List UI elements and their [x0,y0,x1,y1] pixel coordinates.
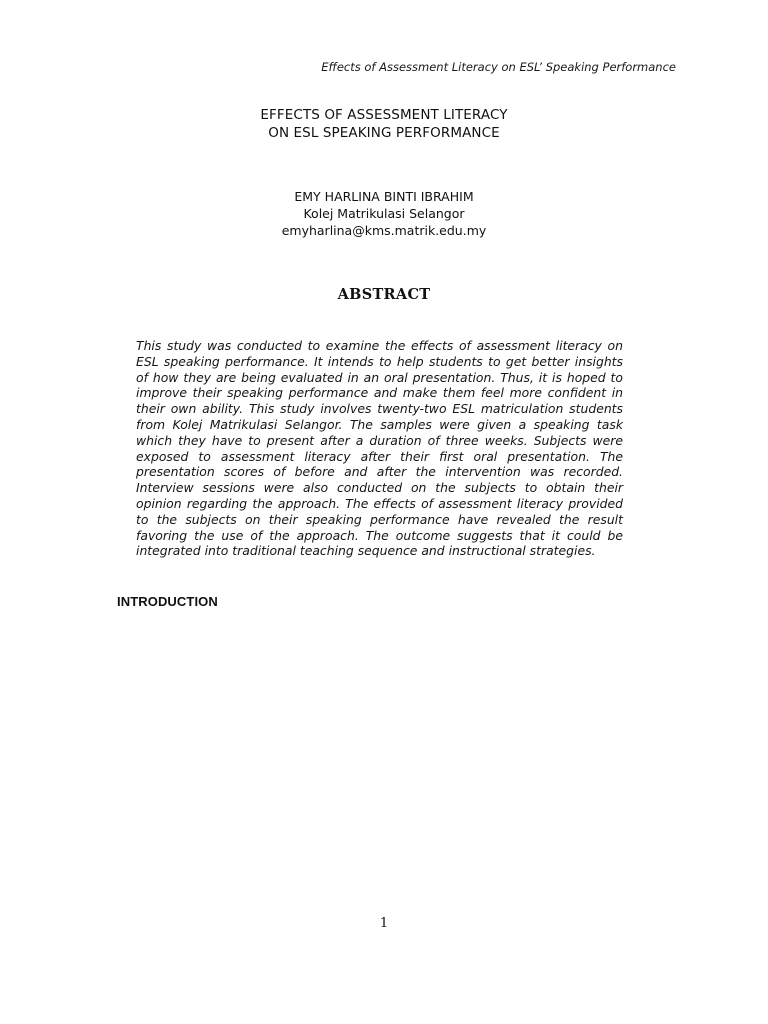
running-header: Effects of Assessment Literacy on ESL’ Speaking Performance [321,60,676,74]
paper-title-line-1: EFFECTS OF ASSESSMENT LITERACY [260,107,508,123]
author-email: emyharlina@kms.matrik.edu.my [281,223,487,238]
page-number: 1 [379,916,389,931]
author-affiliation: Kolej Matrikulasi Selangor [303,206,465,221]
author-name: EMY HARLINA BINTI IBRAHIM [294,189,474,204]
abstract-heading: ABSTRACT [337,286,431,303]
paper-title-line-2: ON ESL SPEAKING PERFORMANCE [268,125,500,141]
author-block [0,188,768,239]
abstract-body: This study was conducted to examine the effects of assessment literacy on ESL speaking performance. It intends to help students to get better insights of how they are being evaluated in an oral presentation. Thus, it is hoped to improve their speaking performance and make them feel more confident in their own ability. This study involves twenty-two ESL matriculation students from Kolej Matrikulasi Selangor. The samples were given a speaking task which they have to present after a duration of three weeks. Subjects were exposed to assessment literacy after their first oral presentation. The presentation scores of before and after the intervention was recorded. Interview sessions were also conducted on the subjects to obtain their opinion regarding the approach. The effects of assessment literacy provided to the subjects on their speaking performance have revealed the result favoring the use of the approach. The outcome suggests that it could be integrated into traditional teaching sequence and instructional strategies. [136,338,623,559]
introduction-heading: INTRODUCTION [117,594,218,609]
paper-title [0,106,768,142]
